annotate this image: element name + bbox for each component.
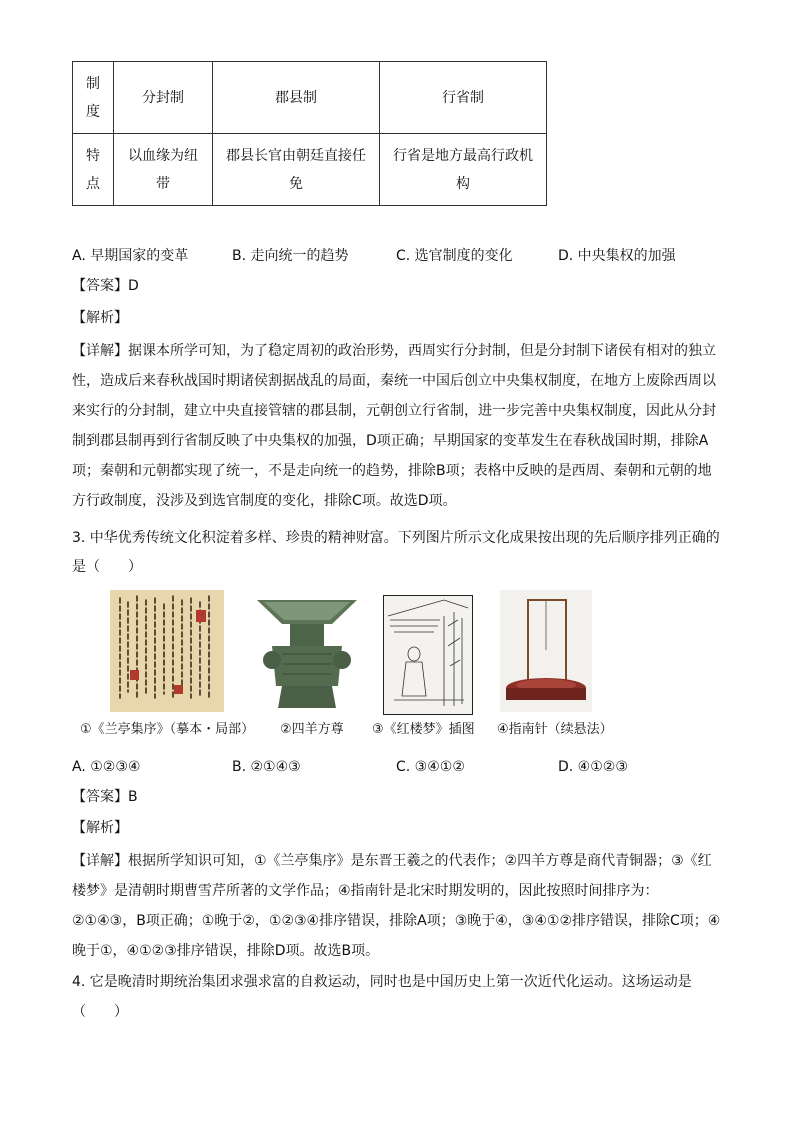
caption-2: ②四羊方尊 xyxy=(280,722,344,737)
q2-detail: 【详解】据课本所学可知，为了稳定周初的政治形势，西周实行分封制，但是分封制下诸侯有相对的独立性，造成后来春秋战国时期诸侯割据战乱的局面，秦统一中国后创立中央集权制度，在地方上废除西周以来实行的分封制，建立中央直接管辖的郡县制，元朝创立行省制，进一步完善中央集权制度，因此从分封制到郡县制再到行省制反映了中央集权的加强，D项正确；早期国家的变革发生在春秋战国时期，排除A项；秦朝和元朝都实现了统一，不是走向统一的趋势，排除B项；表格中反映的是西周、秦朝和元朝的地方行政制度，没涉及到选官制度的变化，排除C项。故选D项。 xyxy=(72,343,716,509)
q4-stem-line2: （ ） xyxy=(72,1004,128,1020)
caption-1: ①《兰亭集序》（摹本・局部） xyxy=(80,722,255,737)
q3-option-c: C. ③④①② xyxy=(396,759,465,775)
q3-answer: 【答案】B xyxy=(72,789,138,805)
system-fenfeng: 分封制 xyxy=(114,62,213,134)
hongloumeng-illustration-image xyxy=(383,595,473,715)
systems-table xyxy=(72,61,547,206)
caption-3: ③《红楼梦》插图 xyxy=(372,722,475,737)
q2-answer: 【答案】D xyxy=(72,278,139,294)
four-goat-zun-image xyxy=(252,594,362,712)
row-header-feature: 特 点 xyxy=(73,134,114,206)
row-header-system: 制 度 xyxy=(73,62,114,134)
q3-analysis-label: 【解析】 xyxy=(72,820,128,836)
q2-option-d: D. 中央集权的加强 xyxy=(558,248,676,264)
q2-option-c: C. 选官制度的变化 xyxy=(396,248,513,264)
q2-analysis-label: 【解析】 xyxy=(72,310,128,326)
caption-4: ④指南针（续悬法） xyxy=(497,722,613,737)
feature-junxian: 郡县长官由朝廷直接任 免 xyxy=(213,134,380,206)
q3-option-b: B. ②①④③ xyxy=(232,759,301,775)
lanting-calligraphy-image xyxy=(110,590,224,712)
q3-detail: 【详解】根据所学知识可知，①《兰亭集序》是东晋王羲之的代表作；②四羊方尊是商代青铜器；③《红楼梦》是清朝时期曹雪芹所著的文学作品；④指南针是北宋时期发明的，因此按照时间排序为：②①④③，B项正确；①晚于②，①②③④排序错误，排除A项；③晚于④，③④①②排序错误，排除C项；④晚于①，④①②③排序错误，排除D项。故选B项。 xyxy=(72,853,721,959)
q2-option-b: B. 走向统一的趋势 xyxy=(232,248,349,264)
feature-xingsheng: 行省是地方最高行政机 构 xyxy=(380,134,547,206)
q3-option-d: D. ④①②③ xyxy=(558,759,628,775)
q3-option-a: A. ①②③④ xyxy=(72,759,141,775)
compass-suspension-image xyxy=(500,590,592,712)
system-junxian: 郡县制 xyxy=(213,62,380,134)
q3-stem-line1: 3. 中华优秀传统文化积淀着多样、珍贵的精神财富。下列图片所示文化成果按出现的先后顺序排列正确的 xyxy=(72,530,720,546)
q3-stem-line2: 是（ ） xyxy=(72,559,142,575)
system-xingsheng: 行省制 xyxy=(380,62,547,134)
q2-option-a: A. 早期国家的变革 xyxy=(72,248,189,264)
q4-stem-line1: 4. 它是晚清时期统治集团求强求富的自救运动，同时也是中国历史上第一次近代化运动。这场运动是 xyxy=(72,974,692,990)
feature-fenfeng: 以血缘为纽 带 xyxy=(114,134,213,206)
